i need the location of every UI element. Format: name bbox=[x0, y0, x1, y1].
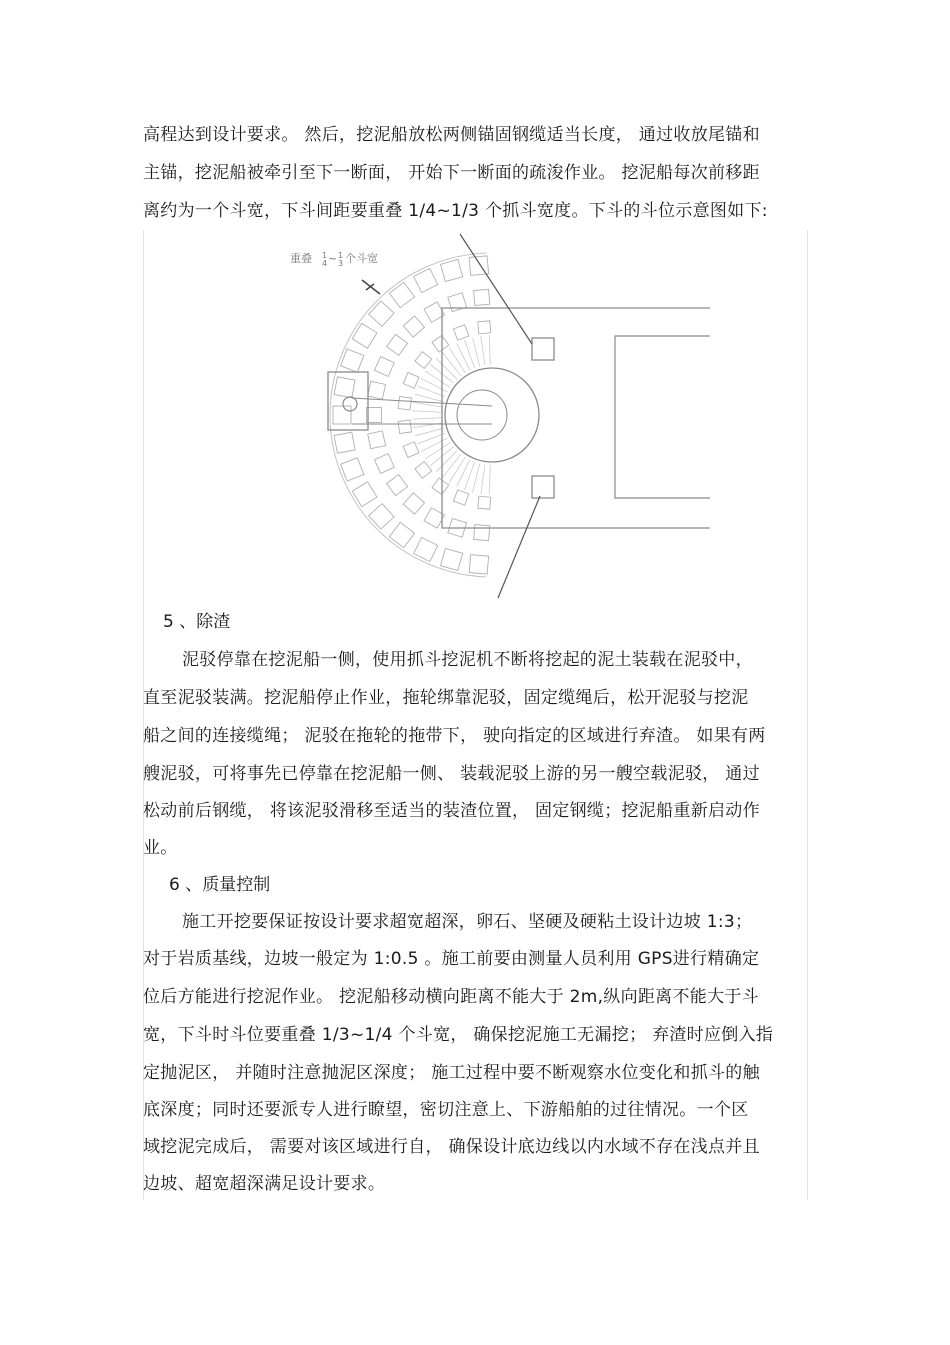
bucket-position bbox=[453, 490, 468, 505]
radial-hatch bbox=[421, 378, 448, 392]
radial-hatch bbox=[415, 428, 444, 436]
bucket-position bbox=[341, 458, 364, 481]
section6-line-1: 施工开挖要保证按设计要求超宽超深，卵石、坚硬及硬粘土设计边坡 1:3； bbox=[182, 912, 753, 932]
radial-hatch bbox=[473, 337, 480, 366]
bucket-position bbox=[432, 335, 449, 352]
radial-hatch bbox=[421, 438, 448, 452]
radial-hatch bbox=[457, 460, 470, 487]
intro-line-1: 高程达到设计要求。 然后，挖泥船放松两侧锚固钢缆适当长度， 通过收放尾锚和 bbox=[143, 125, 760, 145]
bucket-position bbox=[478, 321, 491, 334]
section5-line-1: 泥驳停靠在挖泥船一侧，使用抓斗挖泥机不断将挖起的泥土装载在泥驳中， bbox=[182, 650, 753, 670]
bucket-position-diagram bbox=[270, 228, 710, 600]
inner-circle bbox=[457, 390, 507, 440]
radial-hatch bbox=[489, 465, 490, 495]
radial-hatch bbox=[436, 358, 457, 379]
section5-line-6: 业。 bbox=[143, 838, 178, 858]
radial-hatch bbox=[464, 462, 474, 490]
bucket-position bbox=[415, 461, 432, 478]
bucket-position bbox=[334, 377, 355, 398]
section5-line-4: 艘泥驳，可将事先已停靠在挖泥船一侧、 装载泥驳上游的另一艘空载泥驳， 通过 bbox=[143, 764, 760, 784]
bucket-position bbox=[368, 431, 386, 449]
bucket-position bbox=[441, 548, 463, 570]
bucket-position bbox=[374, 357, 394, 377]
bucket-position bbox=[415, 352, 432, 369]
section6-line-6: 底深度；同时还要派专人进行瞭望，密切注意上、下游船舶的过往情况。一个区 bbox=[143, 1100, 749, 1120]
bucket-position bbox=[387, 475, 408, 496]
radial-hatch bbox=[481, 465, 485, 495]
bucket-position bbox=[403, 316, 424, 337]
bucket-position bbox=[414, 268, 438, 292]
bucket-position bbox=[374, 454, 394, 474]
bucket-position bbox=[478, 496, 491, 509]
svg-text:4: 4 bbox=[322, 259, 328, 268]
section6-line-5: 定抛泥区， 并随时注意抛泥区深度； 施工过程中要不断观察水位变化和抓斗的触 bbox=[143, 1063, 760, 1083]
bucket-position bbox=[474, 289, 490, 305]
bucket-position bbox=[469, 555, 489, 575]
radial-hatch bbox=[442, 352, 461, 376]
radial-hatch bbox=[415, 394, 444, 402]
bucket-position bbox=[333, 406, 351, 424]
diagram-svg bbox=[270, 228, 710, 600]
bucket-position bbox=[341, 349, 364, 372]
bucket-position bbox=[432, 478, 449, 495]
radial-hatch bbox=[473, 464, 480, 493]
bucket-position bbox=[369, 301, 394, 326]
radial-hatch bbox=[436, 451, 457, 472]
radial-hatch bbox=[412, 418, 442, 420]
bucket-position bbox=[387, 334, 408, 355]
section6-line-8: 边坡、超宽超深满足设计要求。 bbox=[143, 1174, 386, 1194]
overlap-label: 重叠 bbox=[290, 252, 312, 265]
right-frame-border bbox=[807, 230, 808, 1200]
bucket-position bbox=[398, 396, 411, 409]
bucket-position bbox=[414, 537, 438, 561]
intro-line-2: 主锚，挖泥船被牵引至下一断面， 开始下一断面的疏浚作业。 挖泥船每次前移距 bbox=[143, 163, 760, 183]
section5-line-2: 直至泥驳装满。挖泥船停止作业，拖轮绑靠泥驳，固定缆绳后，松开泥驳与挖泥 bbox=[143, 688, 749, 708]
bucket-position bbox=[441, 259, 463, 281]
radial-hatch bbox=[412, 411, 442, 413]
svg-text:1: 1 bbox=[338, 251, 344, 260]
radial-hatch bbox=[417, 386, 445, 397]
radial-hatch bbox=[417, 433, 445, 444]
bucket-position bbox=[403, 373, 419, 389]
anchor-cable-top bbox=[460, 234, 532, 344]
bucket-position bbox=[474, 524, 490, 540]
grab-circle bbox=[445, 368, 539, 462]
svg-text:~: ~ bbox=[328, 252, 338, 265]
section5-line-5: 松动前后钢缆， 将该泥驳滑移至适当的装渣位置， 固定钢缆；挖泥船重新启动作 bbox=[143, 801, 760, 821]
bucket-position bbox=[367, 408, 382, 423]
bucket-position bbox=[453, 325, 468, 340]
radial-hatch bbox=[425, 371, 450, 388]
bucket-position bbox=[368, 381, 386, 399]
bucket-position bbox=[403, 493, 424, 514]
bucket-position bbox=[334, 432, 355, 453]
radial-hatch bbox=[449, 347, 465, 372]
anchor-post-top bbox=[532, 338, 554, 360]
section6-line-7: 域挖泥完成后， 需要对该区域进行自， 确保设计底边线以内水域不存在浅点并且 bbox=[143, 1137, 760, 1157]
section5-line-3: 船之间的连接缆绳； 泥驳在拖轮的拖带下， 驶向指定的区域进行弃渣。 如果有两 bbox=[143, 726, 766, 746]
radial-hatch bbox=[425, 443, 450, 460]
radial-hatch bbox=[481, 336, 485, 366]
intro-line-3: 离约为一个斗宽，下斗间距要重叠 1/4~1/3 个抓斗宽度。下斗的斗位示意图如下: bbox=[143, 201, 768, 221]
radial-hatch bbox=[489, 335, 490, 365]
section5-heading: 5 、除渣 bbox=[163, 612, 231, 632]
radial-hatch bbox=[457, 343, 470, 370]
bucket-position bbox=[369, 504, 394, 529]
section6-line-3: 位后方能进行挖泥作业。 挖泥船移动横向距离不能大于 2m,纵向距离不能大于斗 bbox=[143, 987, 759, 1007]
section6-line-4: 宽，下斗时斗位要重叠 1/3~1/4 个斗宽， 确保挖泥施工无漏挖； 弃渣时应倒入指 bbox=[143, 1025, 774, 1045]
bucket-position bbox=[448, 293, 467, 312]
section6-heading: 6 、质量控制 bbox=[169, 875, 271, 895]
hull-inner bbox=[615, 336, 710, 498]
left-frame-border bbox=[143, 230, 144, 1200]
radial-hatch bbox=[449, 457, 465, 482]
svg-text:1: 1 bbox=[322, 251, 328, 260]
section6-line-2: 对于岩质基线，边坡一般定为 1:0.5 。施工前要由测量人员利用 GPS进行精确定 bbox=[143, 949, 760, 969]
dredger-hull bbox=[442, 308, 710, 528]
radial-hatch bbox=[442, 454, 461, 478]
overlap-label-suffix: 个斗宽 bbox=[345, 252, 378, 265]
svg-text:3: 3 bbox=[338, 259, 344, 268]
anchor-post-bottom bbox=[532, 476, 554, 498]
bucket-position bbox=[403, 442, 419, 458]
radial-hatch bbox=[464, 340, 474, 368]
anchor-cable-bottom bbox=[498, 496, 540, 598]
bucket-position bbox=[398, 420, 411, 433]
